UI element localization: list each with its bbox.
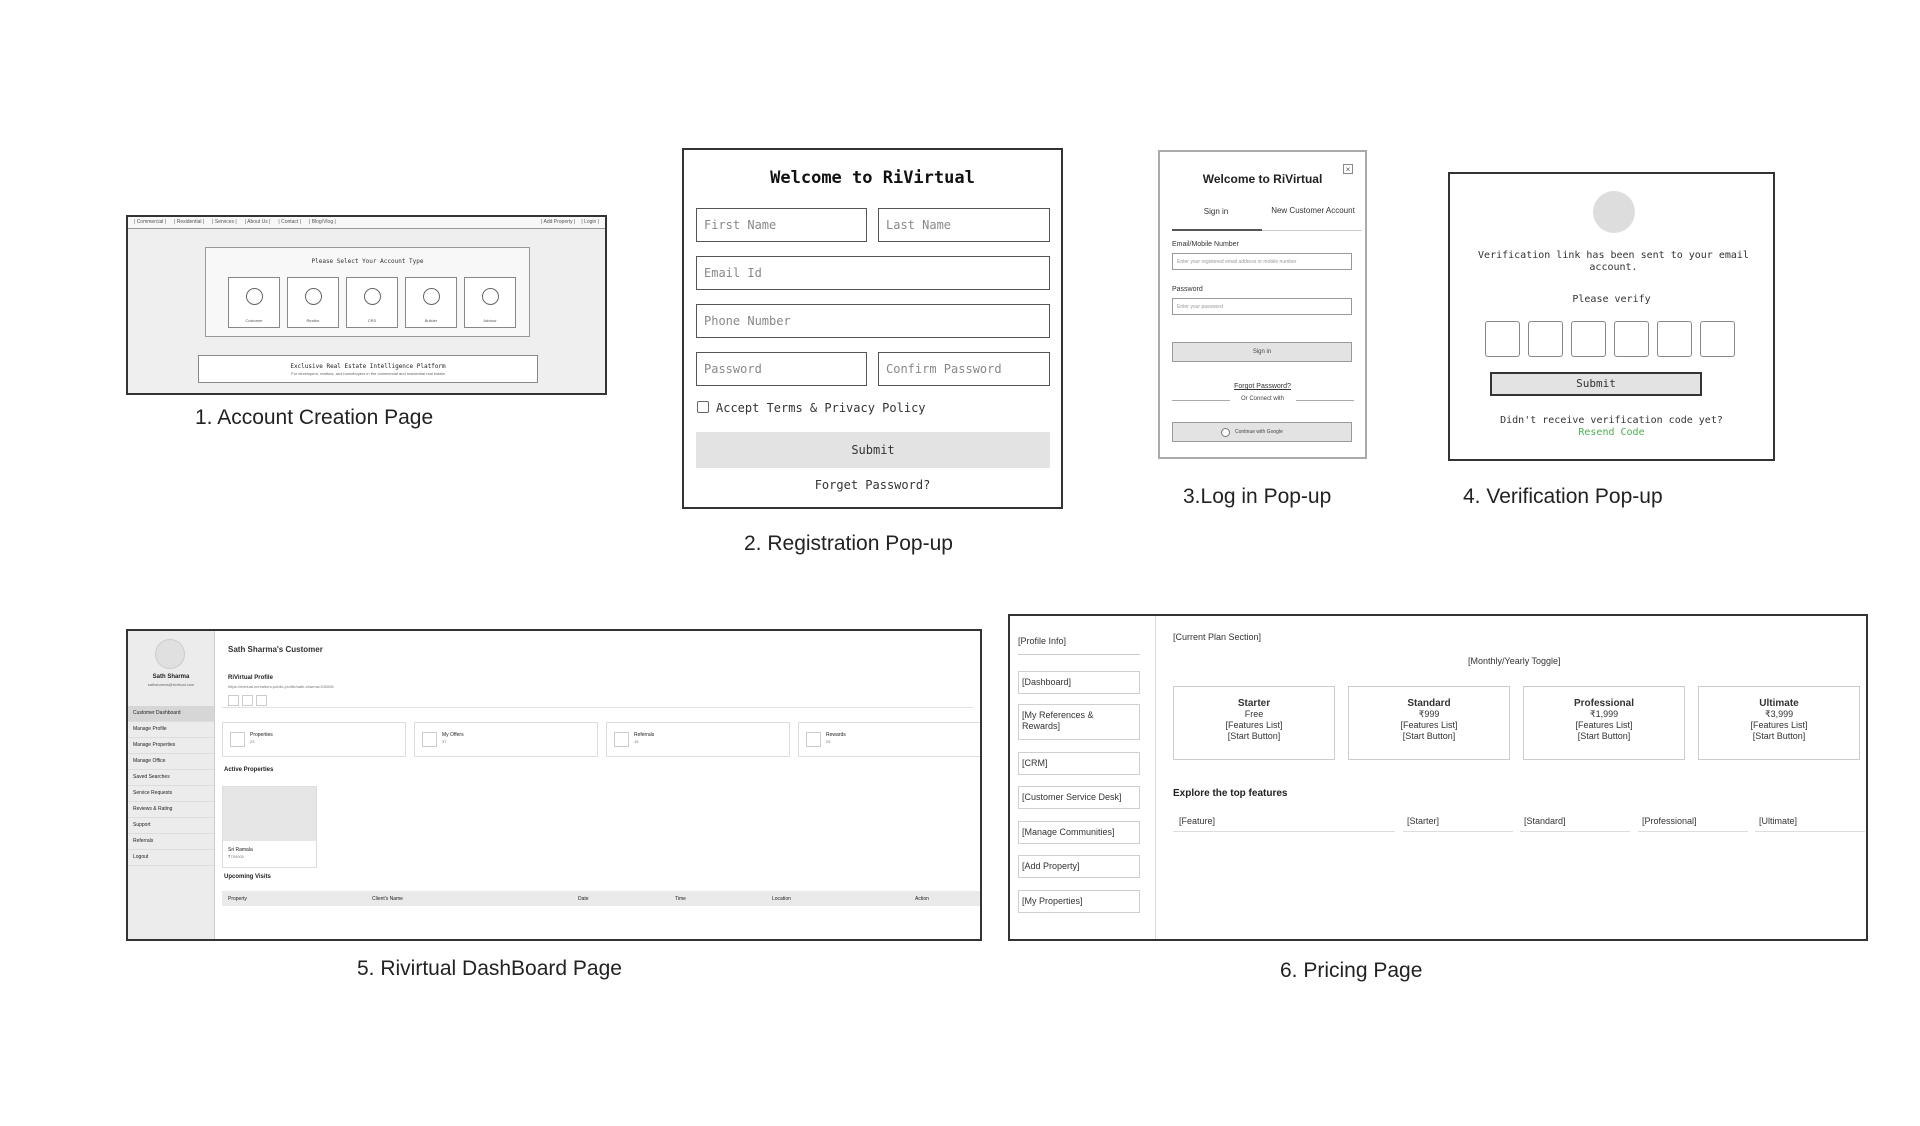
avatar-icon [364, 288, 381, 305]
account-type-label: Builder [424, 318, 438, 323]
sidebar-item[interactable]: Manage Properties [128, 738, 214, 754]
table-header: Property [228, 895, 247, 902]
registration-popup [682, 148, 1063, 509]
profile-title: RiVirtual Profile [228, 675, 273, 681]
table-header [1520, 813, 1630, 832]
sign-in-button[interactable]: Sign in [1172, 342, 1352, 362]
plan-card-professional [1523, 686, 1685, 760]
stat-value: 23 [250, 739, 255, 744]
email-label: Email/Mobile Number [1172, 241, 1239, 248]
google-button-label: Continue with Google [1235, 429, 1283, 435]
property-image [223, 787, 316, 841]
plan-name: Ultimate [1759, 698, 1799, 709]
plan-features: [Features List] [1750, 720, 1808, 730]
stat-card [606, 722, 790, 757]
sidebar-item[interactable]: Support [128, 818, 214, 834]
plan-start-button[interactable]: [Start Button] [1752, 731, 1806, 741]
or-connect-text: Or Connect with [1240, 396, 1285, 402]
sidebar-item-logout[interactable]: Logout [128, 850, 214, 866]
password-input[interactable]: Enter your password [1172, 298, 1352, 315]
nav-right-links [541, 219, 599, 225]
verification-message: Verification link has been sent to your email account. [1478, 250, 1749, 273]
table-header-label: [Feature] [1179, 816, 1216, 826]
nav-link[interactable]: | About Us | [244, 219, 271, 225]
platform-banner [198, 355, 538, 383]
nav-link[interactable]: | Contact | [278, 219, 302, 225]
avatar-icon [482, 288, 499, 305]
email-input[interactable]: Enter your registered email address or mobile number [1172, 253, 1352, 270]
active-properties-heading: Active Properties [224, 767, 274, 773]
plan-price: Free [1244, 709, 1264, 719]
sidebar-user-email: sathsharma@rivirtual.com [147, 682, 195, 687]
verification-submit-button[interactable]: Submit [1490, 372, 1702, 396]
caption-account-creation: 1. Account Creation Page [195, 406, 434, 429]
table-header-label: [Professional] [1642, 816, 1697, 826]
share-icons [228, 695, 267, 706]
table-header: Action [915, 895, 929, 902]
last-name-field[interactable]: Last Name [878, 208, 1050, 242]
table-header-label: [Standard] [1524, 816, 1566, 826]
avatar [155, 639, 185, 669]
sidebar-item-my-properties[interactable] [1018, 890, 1140, 913]
billing-toggle[interactable]: [Monthly/Yearly Toggle] [1468, 656, 1561, 666]
sidebar-label: [My References & Rewards] [1022, 710, 1094, 731]
nav-link-login[interactable]: | Login | [581, 219, 599, 225]
plan-start-button[interactable]: [Start Button] [1577, 731, 1631, 741]
plan-name: Standard [1407, 698, 1451, 709]
sidebar-label: [Dashboard] [1022, 677, 1072, 687]
forgot-password-link[interactable]: Forgot Password? [1234, 383, 1291, 390]
password-field[interactable]: Password [696, 352, 867, 386]
account-type-card[interactable] [405, 277, 457, 328]
divider [1018, 654, 1140, 655]
plan-start-button[interactable]: [Start Button] [1227, 731, 1281, 741]
table-header-label: [Starter] [1407, 816, 1440, 826]
plan-card-standard [1348, 686, 1510, 760]
didnt-receive-text: Didn't receive verification code yet? [1500, 415, 1723, 426]
nav-link[interactable]: | Commercial | [134, 219, 167, 225]
sidebar-item-customer-dashboard[interactable]: Customer Dashboard [128, 706, 214, 722]
stat-icon [230, 732, 245, 747]
nav-link[interactable]: | Blog/Vlog | [309, 219, 336, 225]
terms-checkbox[interactable] [697, 401, 709, 413]
code-digit-input[interactable] [1657, 321, 1692, 357]
phone-field[interactable]: Phone Number [696, 304, 1050, 338]
account-type-label: Advisor [483, 318, 497, 323]
first-name-field[interactable]: First Name [696, 208, 867, 242]
sidebar-item-customer-service[interactable] [1018, 786, 1140, 809]
plan-card-starter [1173, 686, 1335, 760]
account-type-card[interactable] [287, 277, 339, 328]
email-field[interactable]: Email Id [696, 256, 1050, 290]
stat-icon [422, 732, 437, 747]
table-header [1755, 813, 1865, 832]
pricing-wireframe [1008, 614, 1868, 941]
sidebar-item-crm[interactable] [1018, 752, 1140, 775]
caption-dashboard: 5. Rivirtual DashBoard Page [357, 957, 622, 980]
close-icon[interactable]: × [1343, 164, 1353, 174]
confirm-password-field[interactable]: Confirm Password [878, 352, 1050, 386]
code-digit-input[interactable] [1700, 321, 1735, 357]
stat-icon [614, 732, 629, 747]
sidebar-menu [128, 706, 214, 866]
features-table-header [1173, 813, 1868, 831]
table-header: Client's Name [372, 895, 403, 902]
table-header [1403, 813, 1513, 832]
table-header-label: [Ultimate] [1759, 816, 1798, 826]
stat-card [222, 722, 406, 757]
account-type-label: CRS [367, 318, 377, 323]
stat-card [414, 722, 598, 757]
sidebar-item-references[interactable] [1018, 704, 1140, 740]
avatar-icon [423, 288, 440, 305]
plan-price: ₹999 [1418, 709, 1440, 719]
plan-cards [1173, 686, 1860, 760]
current-plan-section: [Current Plan Section] [1173, 632, 1262, 642]
plan-features: [Features List] [1225, 720, 1283, 730]
google-icon [1221, 428, 1230, 437]
plan-name: Starter [1237, 698, 1271, 709]
account-type-card[interactable] [464, 277, 516, 328]
property-card[interactable] [222, 786, 317, 868]
code-digit-input[interactable] [1571, 321, 1606, 357]
divider-right [1296, 400, 1354, 401]
password-label: Password [1172, 286, 1203, 293]
divider-left [1172, 400, 1230, 401]
registration-title: Welcome to RiVirtual [770, 168, 975, 188]
dashboard-header: Sath Sharma's Customer [228, 645, 323, 654]
sidebar-label: [Add Property] [1022, 861, 1080, 871]
sidebar-label: [Customer Service Desk] [1022, 792, 1122, 802]
login-popup [1158, 150, 1367, 459]
account-type-label: Customer [245, 318, 263, 323]
code-inputs [1485, 321, 1735, 357]
registration-submit-button[interactable]: Submit [696, 432, 1050, 468]
sidebar-item-dashboard[interactable] [1018, 671, 1140, 694]
share-icon[interactable] [228, 695, 239, 706]
plan-price: ₹1,999 [1589, 709, 1619, 719]
nav-link[interactable]: | Residential | [174, 219, 205, 225]
explore-features-heading: Explore the top features [1173, 788, 1288, 799]
sidebar-item-communities[interactable] [1018, 821, 1140, 844]
visits-table-header [222, 891, 982, 906]
share-icon[interactable] [242, 695, 253, 706]
stat-label: Properties [250, 732, 273, 738]
caption-pricing: 6. Pricing Page [1280, 959, 1423, 982]
sidebar-user-name: Sath Sharma [152, 674, 190, 680]
plan-features: [Features List] [1575, 720, 1633, 730]
avatar-icon [246, 288, 263, 305]
sidebar-item[interactable]: Referrals [128, 834, 214, 850]
plan-price: ₹3,999 [1764, 709, 1794, 719]
nav-left-links [134, 219, 336, 225]
table-header [1173, 813, 1395, 832]
profile-card [222, 668, 974, 708]
caption-verification: 4. Verification Pop-up [1463, 485, 1663, 508]
account-creation-wireframe [126, 215, 607, 395]
property-name: Sri Ramala [228, 847, 253, 853]
account-type-list [228, 277, 516, 328]
sidebar-item[interactable]: Manage Office [128, 754, 214, 770]
google-signin-button[interactable] [1172, 422, 1352, 442]
banner-subtitle: For developers, realtors, and homebuyers in the commercial and residential real estate [291, 371, 445, 376]
stat-label: My Offers [442, 732, 464, 738]
tab-active-indicator [1172, 229, 1262, 231]
account-type-card[interactable] [346, 277, 398, 328]
code-digit-input[interactable] [1528, 321, 1563, 357]
stat-label: Rewards [826, 732, 846, 738]
nav-link[interactable]: | Services | [212, 219, 237, 225]
stat-label: Referrals [634, 732, 655, 738]
sidebar-item[interactable]: Reviews & Rating [128, 802, 214, 818]
avatar [1593, 191, 1635, 233]
stats-row [222, 722, 982, 757]
sidebar-item[interactable]: Saved Searches [128, 770, 214, 786]
top-nav [128, 217, 605, 229]
caption-login: 3.Log in Pop-up [1183, 485, 1332, 508]
resend-code-link[interactable]: Resend Code [1578, 427, 1645, 438]
share-icon[interactable] [256, 695, 267, 706]
property-price: ₹700000 [228, 854, 244, 859]
dashboard-sidebar [128, 631, 215, 939]
table-header: Location [772, 895, 791, 902]
upcoming-visits-heading: Upcoming Visits [224, 874, 271, 880]
forget-password-link[interactable]: Forget Password? [814, 478, 931, 492]
sidebar-item-profile-info[interactable]: [Profile Info] [1018, 636, 1067, 646]
code-digit-input[interactable] [1485, 321, 1520, 357]
caption-registration: 2. Registration Pop-up [744, 532, 953, 555]
sidebar-label: [Manage Communities] [1022, 827, 1115, 837]
terms-label: Accept Terms & Privacy Policy [716, 401, 926, 415]
table-header: Date [578, 895, 589, 902]
sidebar-item[interactable]: Manage Profile [128, 722, 214, 738]
account-type-label: Realtor [306, 318, 320, 323]
tab-new-customer[interactable]: New Customer Account [1271, 206, 1355, 215]
pricing-sidebar [1010, 616, 1156, 939]
table-header: Time [675, 895, 686, 902]
stat-card [798, 722, 982, 757]
sidebar-item[interactable]: Service Requests [128, 786, 214, 802]
code-digit-input[interactable] [1614, 321, 1649, 357]
login-title: Welcome to RiVirtual [1202, 172, 1323, 186]
plan-features: [Features List] [1400, 720, 1458, 730]
plan-card-ultimate [1698, 686, 1860, 760]
plan-start-button[interactable]: [Start Button] [1402, 731, 1456, 741]
nav-link-add-property[interactable]: | Add Property | [541, 219, 576, 225]
account-type-title: Please Select Your Account Type [311, 258, 424, 265]
stat-icon [806, 732, 821, 747]
profile-url[interactable]: https://rivirtual.in/realtors-public-profile/sath-sharma-330008 [228, 684, 334, 689]
sidebar-item-add-property[interactable] [1018, 855, 1140, 878]
stat-value: 37 [442, 739, 447, 744]
account-type-card[interactable] [228, 277, 280, 328]
please-verify-text: Please verify [1572, 294, 1651, 305]
banner-title: Exclusive Real Estate Intelligence Platform [290, 363, 446, 370]
tab-sign-in[interactable]: Sign in [1203, 207, 1229, 216]
sidebar-label: [My Properties] [1022, 896, 1083, 906]
stat-value: 25 [826, 739, 831, 744]
stat-value: 15 [634, 739, 639, 744]
verification-popup [1448, 172, 1775, 461]
avatar-icon [305, 288, 322, 305]
dashboard-wireframe [126, 629, 982, 941]
sidebar-label: [CRM] [1022, 758, 1048, 768]
table-header [1638, 813, 1748, 832]
plan-name: Professional [1573, 698, 1635, 709]
account-type-panel [205, 247, 530, 337]
